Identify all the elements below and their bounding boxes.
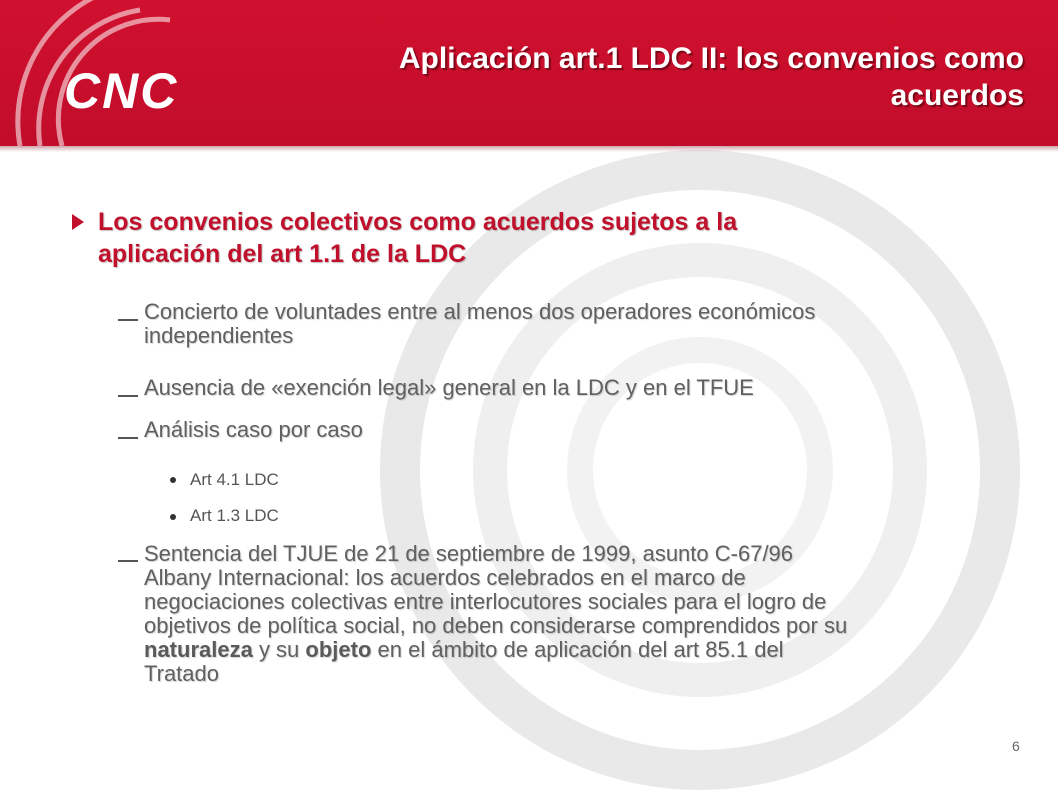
dot-bullet-icon (170, 514, 176, 520)
sentencia-text: en el ámbito de aplicación del art 85.1 del (371, 637, 784, 662)
page-number: 6 (1012, 738, 1020, 754)
sub-item: Art 1.3 LDC (190, 506, 279, 525)
sentencia-item (144, 542, 984, 686)
list-item-line: independientes (144, 323, 294, 348)
sentencia-line: objetivos de política social, no deben considerarse comprendidos por su (144, 613, 848, 638)
sentencia-line: Albany Internacional: los acuerdos celebrados en el marco de (144, 565, 746, 590)
heading-line-2: aplicación del art 1.1 de la LDC (98, 240, 467, 268)
sub-item: Art 4.1 LDC (190, 470, 279, 489)
title-line-2: acuerdos (890, 79, 1024, 112)
sentencia-line: negociaciones colectivas entre interlocutores sociales para el logro de (144, 589, 827, 614)
list-item (144, 418, 984, 442)
sentencia-text: y su (252, 637, 306, 662)
heading-line-1: Los convenios colectivos como acuerdos sujetos a la (98, 208, 738, 236)
dash-bullet-icon (118, 437, 138, 439)
dot-bullet-icon (170, 477, 176, 483)
list-item-line: Concierto de voluntades entre al menos dos operadores económicos (144, 299, 816, 324)
list-item-line: Ausencia de «exención legal» general en la LDC y en el TFUE (144, 375, 754, 400)
bold-term-naturaleza: naturaleza (144, 637, 253, 662)
list-item (144, 300, 984, 348)
cnc-logo: CNC (64, 63, 179, 119)
arrow-bullet-icon (72, 214, 84, 230)
sentencia-line: Tratado (144, 661, 220, 686)
title-line-1: Aplicación art.1 LDC II: los convenios como (398, 42, 1024, 75)
sentencia-line (144, 638, 984, 662)
dash-bullet-icon (118, 395, 138, 397)
dash-bullet-icon (118, 319, 138, 321)
dash-bullet-icon (118, 560, 138, 562)
bold-term-objeto: objeto (305, 637, 372, 662)
sentencia-line: Sentencia del TJUE de 21 de septiembre de 1999, asunto C-67/96 (144, 541, 794, 566)
list-item-line: Análisis caso por caso (144, 417, 363, 442)
main-heading (98, 206, 998, 270)
list-item (144, 376, 984, 400)
